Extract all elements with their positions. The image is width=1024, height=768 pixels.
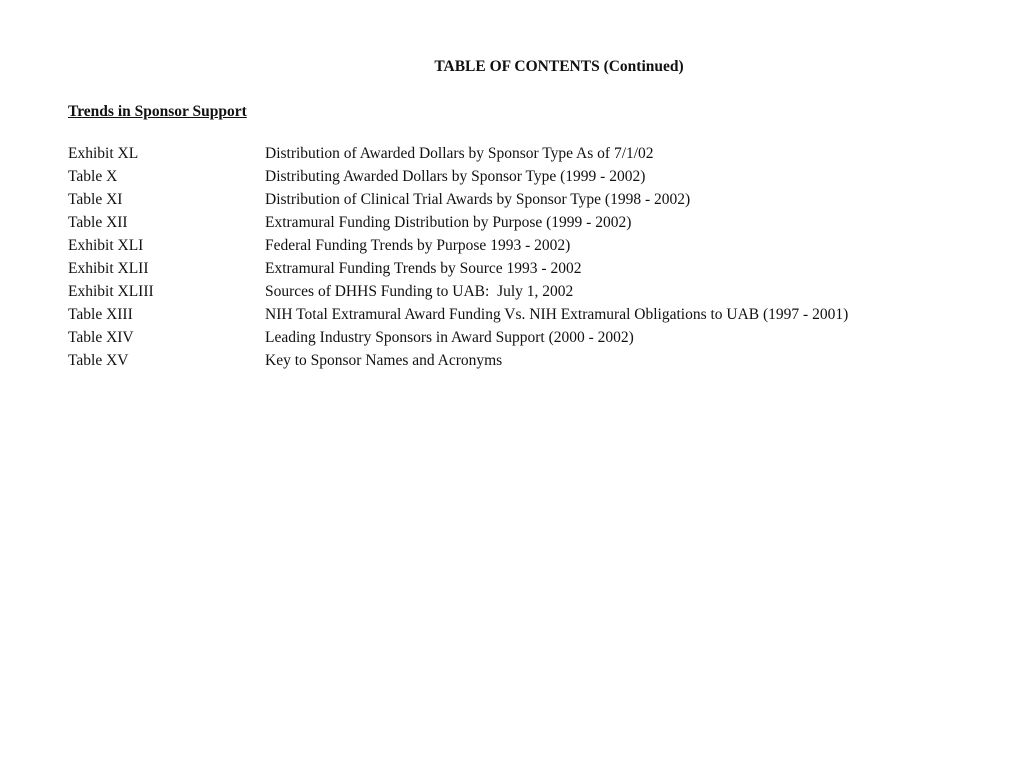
toc-desc: Sources of DHHS Funding to UAB: July 1, 2002: [265, 283, 574, 300]
toc-desc: Distribution of Awarded Dollars by Sponsor Type As of 7/1/02: [265, 145, 654, 162]
toc-desc: Extramural Funding Trends by Source 1993 - 2002: [265, 260, 582, 277]
toc-ref: Table XIII: [68, 306, 133, 323]
toc-row: [68, 236, 1008, 259]
toc-list: [68, 144, 1008, 374]
toc-desc: Distribution of Clinical Trial Awards by Sponsor Type (1998 - 2002): [265, 191, 691, 208]
toc-desc: NIH Total Extramural Award Funding Vs. NIH Extramural Obligations to UAB (1997 - 2001): [265, 306, 849, 323]
page-title: TABLE OF CONTENTS (Continued): [434, 58, 684, 75]
toc-row: [68, 144, 1008, 167]
toc-row: [68, 167, 1008, 190]
toc-desc: Extramural Funding Distribution by Purpose (1999 - 2002): [265, 214, 632, 231]
toc-ref: Exhibit XLI: [68, 237, 144, 254]
toc-ref: Table XIV: [68, 329, 134, 346]
toc-row: [68, 190, 1008, 213]
section-heading: Trends in Sponsor Support: [68, 103, 247, 120]
toc-desc: Key to Sponsor Names and Acronyms: [265, 352, 503, 369]
toc-ref: Table XI: [68, 191, 123, 208]
toc-row: [68, 351, 1008, 374]
toc-row: [68, 213, 1008, 236]
toc-ref: Exhibit XLIII: [68, 283, 154, 300]
toc-desc: Leading Industry Sponsors in Award Support (2000 - 2002): [265, 329, 634, 346]
toc-row: [68, 259, 1008, 282]
toc-desc: Distributing Awarded Dollars by Sponsor Type (1999 - 2002): [265, 168, 646, 185]
toc-ref: Table X: [68, 168, 118, 185]
toc-ref: Table XII: [68, 214, 128, 231]
toc-ref: Exhibit XLII: [68, 260, 149, 277]
toc-ref: Exhibit XL: [68, 145, 139, 162]
toc-desc: Federal Funding Trends by Purpose 1993 - 2002): [265, 237, 571, 254]
toc-ref: Table XV: [68, 352, 129, 369]
toc-row: [68, 328, 1008, 351]
toc-row: [68, 282, 1008, 305]
toc-row: [68, 305, 1008, 328]
